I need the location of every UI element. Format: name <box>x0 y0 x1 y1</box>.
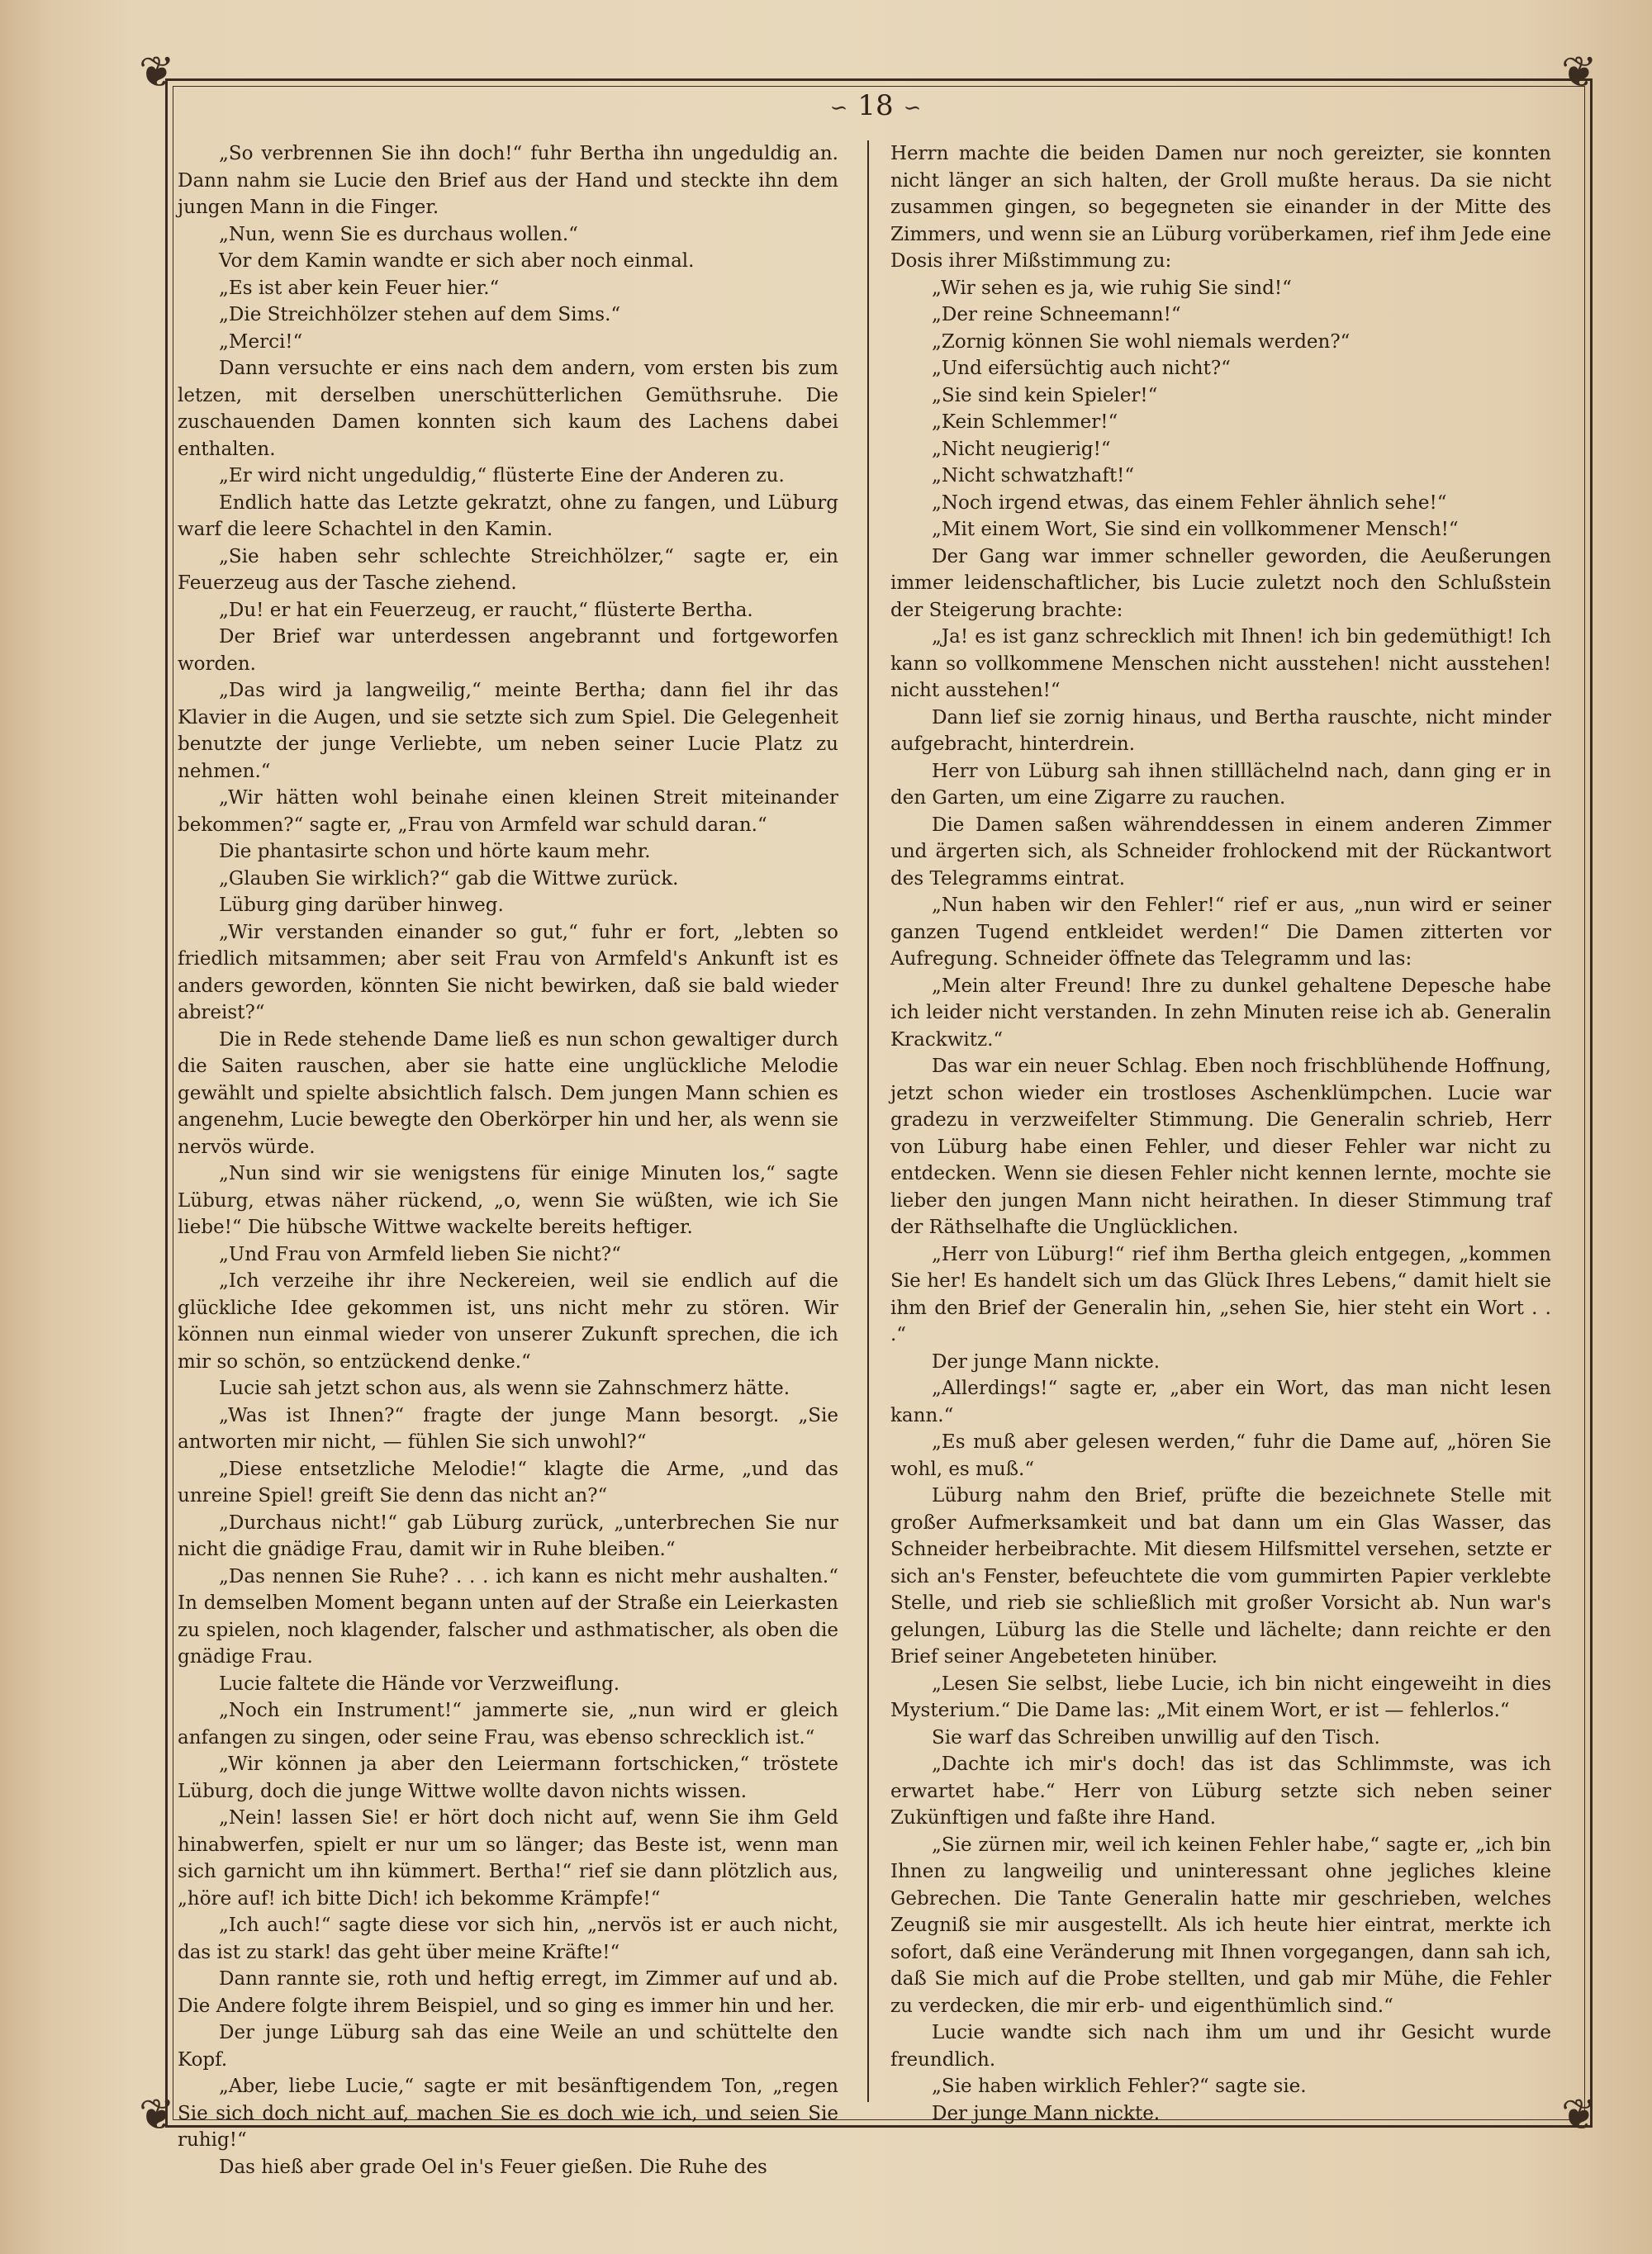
paragraph: Lüburg nahm den Brief, prüfte die bezeichnete Stelle mit großer Aufmerksamkeit und bat dann um ein Glas Wasser, das Schneider herbeibrachte. Mit diesem Hilfsmittel versehen, setzte er sich an's Fenster, befeuchtete die vom gummirten Papier verklebte Stelle, und rieb sie schließlich mit großer Vorsicht ab. Nun war's gelungen, Lüburg las die Stelle und lächelte; dann reichte er den Brief seiner Angebeteten hinüber. <box>890 1485 1551 1668</box>
paragraph: „Und eifersüchtig auch nicht?“ <box>932 358 1231 379</box>
paragraph: Herr von Lüburg sah ihnen stilllächelnd nach, dann ging er in den Garten, um eine Zigarre zu rauchen. <box>890 760 1551 809</box>
flourish-corner-icon: ❦ <box>1561 48 1597 97</box>
paragraph: Der junge Mann nickte. <box>932 1350 1161 1373</box>
paragraph: Das hieß aber grade Oel in's Feuer gießen. Die Ruhe des <box>219 2156 767 2178</box>
paragraph: „Dachte ich mir's doch! das ist das Schlimmste, was ich erwartet habe.“ Herr von Lüburg setzte sich neben seiner Zukünftigen und faßte ihre Hand. <box>890 1753 1551 1829</box>
paragraph: Dann lief sie zornig hinaus, und Bertha rauschte, nicht minder aufgebracht, hinterdrein. <box>890 706 1551 755</box>
flourish-corner-icon: ❦ <box>139 2090 175 2140</box>
paragraph: „Sie zürnen mir, weil ich keinen Fehler habe,“ sagte er, „ich bin Ihnen zu langweilig und uninteressant ohne jegliches kleine Gebrechen. Die Tante Generalin hatte mir geschrieben, welches Zeugniß sie mir ausgestellt. Als ich heute hier eintrat, merkte ich sofort, daß eine Veränderung mit Ihnen vorgegangen, dann sah ich, daß Sie mich auf die Probe stellten, und gab mir Mühe, die Fehler zu verdecken, die mir erb- und eigenthümlich sind.“ <box>890 1834 1551 2017</box>
page-header <box>793 89 958 122</box>
paragraph: Lucie faltete die Hände vor Verzweiflung. <box>219 1673 620 1695</box>
paragraph: Der junge Mann nickte. <box>932 2102 1161 2124</box>
paragraph: „Wir können ja aber den Leiermann fortschicken,“ tröstete Lüburg, doch die junge Wittwe wollte davon nichts wissen. <box>178 1753 838 1802</box>
paragraph: „Mein alter Freund! Ihre zu dunkel gehaltene Depesche habe ich leider nicht verstanden. In zehn Minuten reise ich ab. Generalin Krackwitz.“ <box>890 975 1551 1051</box>
paragraph: Die phantasirte schon und hörte kaum mehr. <box>219 841 651 862</box>
paragraph: „Lesen Sie selbst, liebe Lucie, ich bin nicht eingeweiht in dies Mysterium.“ Die Dame las: „Mit einem Wort, er ist — fehlerlos.“ <box>890 1673 1551 1721</box>
paragraph: „Wir verstanden einander so gut,“ fuhr er fort, „lebten so friedlich mitsammen; aber seit Frau von Armfeld's Ankunft ist es anders geworden, könnten Sie nicht bewirken, daß sie bald wieder abreist?“ <box>178 921 838 1023</box>
paragraph: „Herr von Lüburg!“ rief ihm Bertha gleich entgegen, „kommen Sie her! Es handelt sich um das Glück Ihres Lebens,“ damit hielt sie ihm den Brief der Generalin hin, „sehen Sie, hier steht ein Wort . . .“ <box>890 1243 1551 1345</box>
paragraph: „Merci!“ <box>219 330 303 353</box>
paragraph: „Noch ein Instrument!“ jammerte sie, „nun wird er gleich anfangen zu singen, oder seine Frau, was ebenso schrecklich ist.“ <box>178 1700 838 1749</box>
paragraph: „Nun, wenn Sie es durchaus wollen.“ <box>219 223 578 245</box>
paragraph: „Diese entsetzliche Melodie!“ klagte die Arme, „und das unreine Spiel! greift Sie denn das nicht an?“ <box>178 1458 838 1507</box>
scroll-ornament-icon: ∽ <box>829 96 848 121</box>
paragraph: „Ja! es ist ganz schrecklich mit Ihnen! ich bin gedemüthigt! Ich kann so vollkommene Menschen nicht ausstehen! nicht ausstehen! nicht ausstehen!“ <box>890 626 1551 701</box>
paragraph: „Wir sehen es ja, wie ruhig Sie sind!“ <box>932 277 1292 299</box>
paragraph: Dann versuchte er eins nach dem andern, vom ersten bis zum letzen, mit derselben unerschütterlichen Gemüthsruhe. Die zuschauenden Damen konnten sich kaum des Lachens dabei enthalten. <box>178 358 838 460</box>
paragraph: Der Brief war unterdessen angebrannt und fortgeworfen worden. <box>178 626 838 675</box>
paragraph: „Nicht schwatzhaft!“ <box>932 465 1135 486</box>
paragraph: „Ich verzeihe ihr ihre Neckereien, weil sie endlich auf die glückliche Idee gekommen ist, uns nicht mehr zu stören. Wir können nun einmal wieder von unserer Zukunft sprechen, die ich mir so schön, so entzückend denke.“ <box>178 1270 838 1373</box>
paragraph: „Nun sind wir sie wenigstens für einige Minuten los,“ sagte Lüburg, etwas näher rückend, „o, wenn Sie wüßten, wie ich Sie liebe!“ Die hübsche Wittwe wackelte bereits heftiger. <box>178 1163 838 1238</box>
paragraph: „So verbrennen Sie ihn doch!“ fuhr Bertha ihn ungeduldig an. Dann nahm sie Lucie den Brief aus der Hand und steckte ihn dem jungen Mann in die Finger. <box>178 143 838 218</box>
paragraph: Dann rannte sie, roth und heftig erregt, im Zimmer auf und ab. Die Andere folgte ihrem Beispiel, und so ging es immer hin und her. <box>178 1968 838 2017</box>
paragraph: Vor dem Kamin wandte er sich aber noch einmal. <box>219 250 695 272</box>
column-divider <box>867 140 869 2102</box>
paragraph: Lüburg ging darüber hinweg. <box>219 894 504 916</box>
paragraph: Sie warf das Schreiben unwillig auf den Tisch. <box>932 1726 1380 1749</box>
flourish-corner-icon: ❦ <box>1561 2090 1597 2140</box>
paragraph: „Kein Schlemmer!“ <box>932 411 1118 433</box>
paragraph: „Sie sind kein Spieler!“ <box>932 384 1158 406</box>
scroll-ornament-icon: ∽ <box>903 96 922 121</box>
text-column-left <box>178 140 838 2180</box>
paragraph: „Sie haben sehr schlechte Streichhölzer,“ sagte er, ein Feuerzeug aus der Tasche ziehend. <box>178 545 838 594</box>
paragraph: Lucie wandte sich nach ihm um und ihr Gesicht wurde freundlich. <box>890 2022 1551 2071</box>
paragraph: Die Damen saßen währenddessen in einem anderen Zimmer und ärgerten sich, als Schneider frohlockend mit der Rückantwort des Telegramms eintrat. <box>890 814 1551 890</box>
paragraph: „Nicht neugierig!“ <box>932 438 1111 460</box>
paragraph: „Sie haben wirklich Fehler?“ sagte sie. <box>932 2076 1307 2097</box>
paragraph: „Es ist aber kein Feuer hier.“ <box>219 277 500 299</box>
flourish-corner-icon: ❦ <box>139 48 175 97</box>
page-number: 18 <box>857 89 894 122</box>
paragraph: Der junge Lüburg sah das eine Weile an und schüttelte den Kopf. <box>178 2022 838 2071</box>
paragraph: „Nein! lassen Sie! er hört doch nicht auf, wenn Sie ihm Geld hinabwerfen, spielt er nur um so länger; das Beste ist, wenn man sich garnicht um ihn kümmert. Bertha!“ rief sie dann plötzlich aus, „höre auf! ich bitte Dich! ich bekomme Krämpfe!“ <box>178 1807 838 1910</box>
paragraph: Der Gang war immer schneller geworden, die Aeußerungen immer leidenschaftlicher, bis Lucie zuletzt noch den Schlußstein der Steigerung brachte: <box>890 545 1551 621</box>
paragraph: Lucie sah jetzt schon aus, als wenn sie Zahnschmerz hätte. <box>219 1378 790 1399</box>
paragraph: „Ich auch!“ sagte diese vor sich hin, „nervös ist er auch nicht, das ist zu stark! das geht über meine Kräfte!“ <box>178 1915 838 1963</box>
paragraph: „Die Streichhölzer stehen auf dem Sims.“ <box>219 304 621 325</box>
paragraph: „Und Frau von Armfeld lieben Sie nicht?“ <box>219 1243 621 1265</box>
paragraph: „Wir hätten wohl beinahe einen kleinen Streit miteinander bekommen?“ sagte er, „Frau von Armfeld war schuld daran.“ <box>178 787 838 836</box>
paragraph: Die in Rede stehende Dame ließ es nun schon gewaltiger durch die Saiten rauschen, aber sie hatte eine unglückliche Melodie gewählt und spielte absichtlich falsch. Dem jungen Mann schien es angenehm, Lucie bewegte den Oberkörper hin und her, als wenn sie nervös würde. <box>178 1028 838 1158</box>
paragraph: Herrn machte die beiden Damen nur noch gereizter, sie konnten nicht länger an sich halten, der Groll mußte heraus. Da sie nicht zusammen gingen, so begegneten sie einander in der Mitte des Zimmers, und wenn sie an Lüburg vorüberkamen, rief ihm Jede eine Dosis ihrer Mißstimmung zu: <box>890 143 1551 272</box>
paragraph: „Es muß aber gelesen werden,“ fuhr die Dame auf, „hören Sie wohl, es muß.“ <box>890 1431 1551 1480</box>
paragraph: „Zornig können Sie wohl niemals werden?“ <box>932 330 1351 353</box>
paragraph: „Nun haben wir den Fehler!“ rief er aus, „nun wird er seiner ganzen Tugend entkleidet werden!“ Die Damen zitterten vor Aufregung. Schneider öffnete das Telegramm und las: <box>890 894 1551 970</box>
paragraph: „Das wird ja langweilig,“ meinte Bertha; dann fiel ihr das Klavier in die Augen, und sie setzte sich zum Spiel. Die Gelegenheit benutzte der junge Verliebte, um neben seiner Lucie Platz zu nehmen.“ <box>178 680 838 782</box>
paragraph: „Mit einem Wort, Sie sind ein vollkommener Mensch!“ <box>932 519 1459 540</box>
paragraph: „Was ist Ihnen?“ fragte der junge Mann besorgt. „Sie antworten mir nicht, — fühlen Sie sich unwohl?“ <box>178 1404 838 1453</box>
paragraph: Endlich hatte das Letzte gekratzt, ohne zu fangen, und Lüburg warf die leere Schachtel in den Kamin. <box>178 491 838 540</box>
paragraph: „Aber, liebe Lucie,“ sagte er mit besänftigendem Ton, „regen Sie sich doch nicht auf, machen Sie es doch wie ich, und seien Sie ruhig!“ <box>178 2076 838 2151</box>
paragraph: „Der reine Schneemann!“ <box>932 304 1181 325</box>
paragraph: „Das nennen Sie Ruhe? . . . ich kann es nicht mehr aushalten.“ In demselben Moment begann unten auf der Straße ein Leierkasten zu spielen, noch klagender, falscher und asthmatischer, als oben die gnädige Frau. <box>178 1565 838 1668</box>
paragraph: „Du! er hat ein Feuerzeug, er raucht,“ flüsterte Bertha. <box>219 599 753 621</box>
paragraph: Das war ein neuer Schlag. Eben noch frischblühende Hoffnung, jetzt schon wieder ein trostloses Aschenklümpchen. Lucie war gradezu in verzweifelter Stimmung. Die Generalin schrieb, Herr von Lüburg habe einen Fehler, und dieser Fehler war nicht zu entdecken. Wenn sie diesen Fehler nicht kennen lernte, mochte sie lieber den jungen Mann nicht heirathen. In dieser Stimmung traf der Räthselhafte die Unglücklichen. <box>890 1056 1551 1238</box>
paragraph: „Glauben Sie wirklich?“ gab die Wittwe zurück. <box>219 867 679 890</box>
paragraph: „Allerdings!“ sagte er, „aber ein Wort, das man nicht lesen kann.“ <box>890 1378 1551 1426</box>
paragraph: „Er wird nicht ungeduldig,“ flüsterte Eine der Anderen zu. <box>219 465 785 486</box>
paragraph: „Durchaus nicht!“ gab Lüburg zurück, „unterbrechen Sie nur nicht die gnädige Frau, damit wir in Ruhe bleiben.“ <box>178 1511 838 1560</box>
paragraph: „Noch irgend etwas, das einem Fehler ähnlich sehe!“ <box>932 491 1447 514</box>
text-column-right <box>890 140 1551 2127</box>
